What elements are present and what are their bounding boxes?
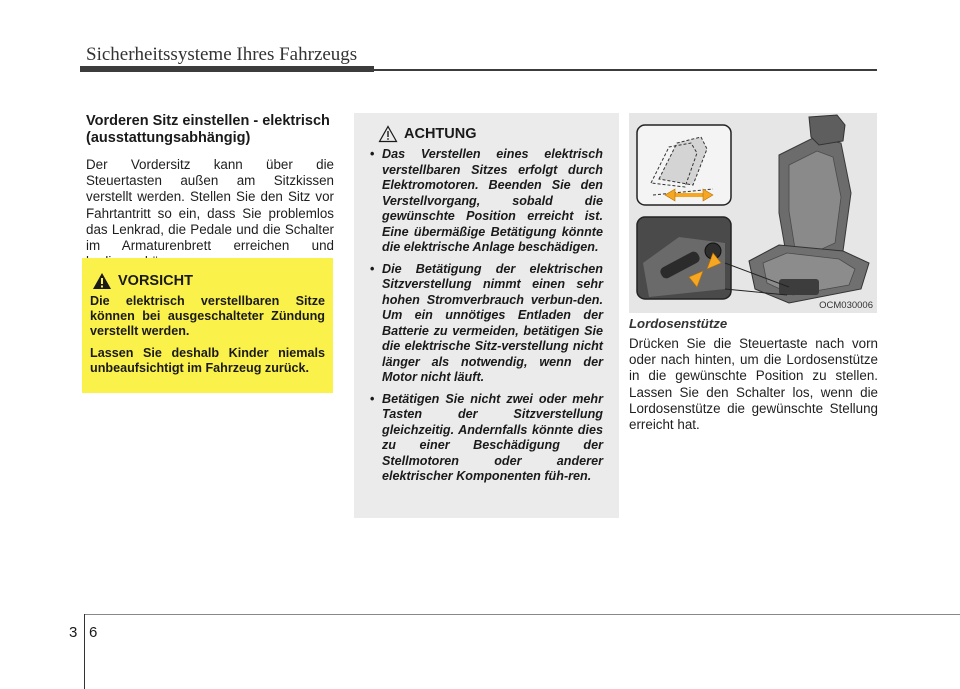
chapter-number: 3 [69, 624, 78, 641]
notice-box [354, 113, 619, 518]
header-rule [374, 69, 877, 71]
caution-paragraph: Die elektrisch verstellbaren Sitze können bei ausgeschalteter Zündung verstellt werden. [90, 294, 325, 339]
caution-title: VORSICHT [118, 273, 193, 289]
warning-triangle-icon [92, 272, 112, 290]
footer-rule [84, 614, 960, 615]
seat-illustration [629, 113, 877, 313]
notice-list-item: • Die Betätigung der elektrischen Sitzverstellung nimmt einen sehr hohen Stromverbrauch verbun-den. Um ein unnötiges Entladen der Batterie zu vermeiden, betätigen Sie die elektrische Sitz-verstellung nicht länger als notwendig, wenn der Motor nicht läuft. [368, 262, 603, 386]
page-number: 6 [89, 624, 98, 641]
lumbar-heading: Lordosenstütze [629, 316, 728, 331]
notice-list-item: • Das Verstellen eines elektrisch verstellbaren Sitzes erfolgt durch Elektromotoren. Beenden Sie den Verstellvorgang, sobald die gewünschte Position erreicht ist. Eine übermäßige Betätigung könnte die elektrische Anlage beschädigen. [368, 147, 603, 256]
section-body: Der Vordersitz kann über die Steuertasten außen am Sitzkissen verstellt werden. Stellen Sie den Sitz vor Fahrtantritt so ein, dass Sie problemlos das Lenkrad, die Pedale und die Schalter im Armaturenbrett erreichen und [86, 157, 334, 254]
caution-title-row [92, 272, 325, 290]
page-header-title: Sicherheitssysteme Ihres Fahrzeugs [86, 44, 358, 65]
notice-title-row [378, 125, 603, 143]
lumbar-body: Drücken Sie die Steuertaste nach vorn oder nach hinten, um die Lordosenstütze in die gewünschte Position zu stellen. Lassen Sie den Schalter los, wenn die Lordosenstütze die gewünschte Stellung erreicht hat. [629, 336, 878, 433]
caution-paragraph: Lassen Sie deshalb Kinder niemals unbeaufsichtigt im Fahrzeug zurück. [90, 345, 325, 375]
section-heading: Vorderen Sitz einstellen - elektrisch (ausstattungsabhängig) [86, 113, 330, 146]
lumbar-section [629, 316, 878, 433]
notice-list-item: • Betätigen Sie nicht zwei oder mehr Tasten der Sitzverstellung gleichzeitig. Andernfalls könnte dies zu einer Beschädigung der Stellmotoren oder anderer elektrischer Komponenten füh-ren. [368, 392, 603, 485]
caution-box [82, 258, 333, 393]
image-code: OCM030006 [819, 300, 873, 311]
footer-divider [84, 614, 85, 689]
notice-list [368, 147, 603, 485]
notice-title: ACHTUNG [404, 126, 477, 142]
power-seat-drawing [629, 113, 877, 313]
header-bar [80, 66, 374, 72]
warning-outline-icon [378, 125, 398, 143]
left-column [86, 113, 334, 270]
